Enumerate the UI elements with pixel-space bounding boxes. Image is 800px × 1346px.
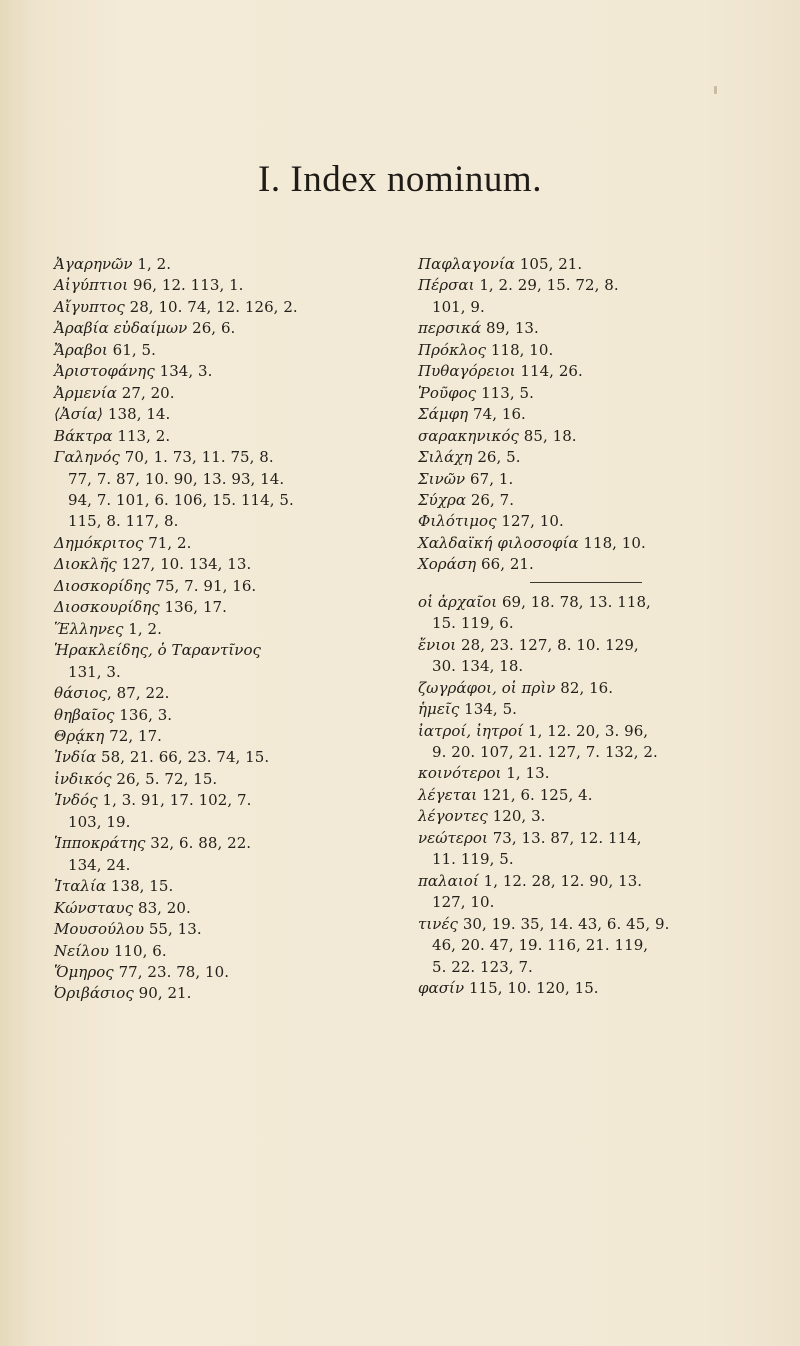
index-term: φασίν	[418, 978, 465, 997]
index-references: 113, 5.	[476, 383, 534, 402]
index-references: 1, 13.	[501, 764, 550, 783]
index-references: 46, 20. 47, 19. 116, 21. 119,	[432, 936, 649, 955]
index-entry	[418, 978, 766, 999]
index-references: 74, 16.	[468, 405, 526, 424]
index-term: θηβαῖος	[54, 705, 115, 724]
index-entry	[54, 404, 384, 425]
index-term: ἰνδικός	[54, 769, 112, 788]
index-references: 134, 24.	[68, 855, 131, 874]
index-references: 1, 12. 28, 12. 90, 13.	[478, 871, 643, 890]
index-references: 1, 12. 20, 3. 96,	[523, 721, 649, 740]
index-references: 110, 6.	[109, 941, 167, 960]
index-entry	[418, 785, 766, 806]
index-term: Σύχρα	[418, 490, 467, 509]
index-references: 75, 7. 91, 16.	[150, 576, 257, 595]
index-term: Βάκτρα	[54, 426, 113, 445]
index-term: Διοσκουρίδης	[54, 598, 160, 617]
index-references: 9. 20. 107, 21. 127, 7. 132, 2.	[432, 742, 658, 761]
index-references: 82, 16.	[555, 678, 614, 697]
index-entry-continuation	[418, 849, 766, 870]
index-references: 114, 26.	[515, 362, 583, 381]
index-entry-continuation	[54, 469, 384, 490]
index-term: κοινότεροι	[418, 764, 502, 783]
index-references: 127, 10.	[432, 893, 495, 912]
index-entry	[418, 383, 766, 404]
index-entry	[54, 619, 384, 640]
index-term: τινές	[418, 914, 458, 933]
index-term: οἱ ἀρχαῖοι	[418, 592, 498, 611]
index-references: 96, 12. 113, 1.	[128, 276, 244, 295]
index-term: παλαιοί	[418, 871, 479, 890]
index-references: 30. 134, 18.	[432, 657, 524, 676]
index-references: 32, 6. 88, 22.	[145, 834, 252, 853]
index-references: 1, 2.	[132, 255, 172, 273]
index-term: Ἀγαρηνῶν	[54, 255, 133, 273]
index-entry	[418, 361, 766, 382]
section-divider	[530, 582, 642, 583]
index-references: 127, 10. 134, 13.	[116, 555, 252, 574]
index-entry	[418, 426, 766, 447]
index-references: 26, 5. 72, 15.	[111, 769, 218, 788]
index-term: Ἰνδία	[54, 748, 97, 767]
index-term: Αἰγύπτιοι	[54, 276, 129, 295]
index-entry	[54, 983, 384, 1004]
index-term: Αἴγυπτος	[54, 297, 125, 316]
index-references: 134, 3.	[154, 362, 213, 381]
index-entry	[418, 404, 766, 425]
index-references: 138, 15.	[106, 877, 174, 896]
index-entry	[54, 597, 384, 618]
index-references: 28, 23. 127, 8. 10. 129,	[456, 635, 639, 654]
index-entry-continuation	[54, 511, 384, 532]
index-references: 1, 3. 91, 17. 102, 7.	[97, 791, 252, 810]
index-references: 55, 13.	[144, 920, 202, 939]
index-entry	[54, 919, 384, 940]
index-term: ἰατροί, ἰητροί	[418, 721, 524, 740]
index-entry	[418, 511, 766, 532]
index-entry	[54, 898, 384, 919]
index-entry	[54, 640, 384, 661]
index-term: Ἱπποκράτης	[54, 834, 146, 853]
index-entry	[418, 533, 766, 554]
index-term: Χοράση	[418, 555, 477, 574]
index-references: 26, 7.	[466, 490, 515, 509]
index-term: ἔνιοι	[418, 635, 457, 654]
index-term: Ἀρμενία	[54, 383, 117, 402]
index-entry	[418, 763, 766, 784]
index-references: 115, 8. 117, 8.	[68, 512, 179, 531]
index-term: Ἰνδός	[54, 791, 98, 810]
index-entry	[418, 828, 766, 849]
index-references: 70, 1. 73, 11. 75, 8.	[119, 448, 274, 467]
index-entry	[54, 340, 384, 361]
index-entry	[418, 340, 766, 361]
index-entry	[54, 790, 384, 811]
index-entry-continuation	[418, 656, 766, 677]
index-term: θάσιος	[54, 684, 108, 703]
index-references: 94, 7. 101, 6. 106, 15. 114, 5.	[68, 490, 294, 509]
index-entry	[54, 769, 384, 790]
index-references: 118, 10.	[486, 340, 554, 359]
index-entry	[418, 447, 766, 468]
index-entry	[54, 705, 384, 726]
index-references: 138, 14.	[103, 405, 171, 424]
index-references: 72, 17.	[104, 726, 162, 745]
index-term: Γαληνός	[54, 448, 120, 467]
index-references: 26, 5.	[472, 448, 521, 467]
index-term: Διοσκορίδης	[54, 576, 151, 595]
index-references: 136, 3.	[114, 705, 173, 724]
index-column-left	[54, 254, 384, 1005]
index-term: Μουσούλου	[54, 920, 145, 939]
index-entry	[54, 447, 384, 468]
index-column-right	[418, 254, 766, 999]
index-references: 77, 23. 78, 10.	[113, 962, 230, 981]
index-entry	[418, 490, 766, 511]
index-entry	[54, 683, 384, 704]
index-entry	[54, 383, 384, 404]
index-references: 61, 5.	[107, 340, 156, 359]
index-references: 73, 13. 87, 12. 114,	[487, 828, 642, 847]
index-entry	[418, 806, 766, 827]
index-references: 1, 2. 29, 15. 72, 8.	[474, 276, 619, 295]
ink-speck	[714, 86, 717, 94]
index-entry	[54, 576, 384, 597]
index-entry	[54, 747, 384, 768]
index-references: 127, 10.	[496, 512, 564, 531]
index-term: Θρᾴκη	[54, 726, 105, 745]
index-term: Διοκλῆς	[54, 555, 117, 574]
index-entry	[54, 361, 384, 382]
index-entry-continuation	[418, 297, 766, 318]
index-references: 27, 20.	[116, 383, 175, 402]
index-term: ἡμεῖς	[418, 700, 460, 719]
index-term: νεώτεροι	[418, 828, 488, 847]
index-entry	[54, 726, 384, 747]
index-entry	[54, 426, 384, 447]
index-term: Ἀριστοφάνης	[54, 362, 155, 381]
index-entry-continuation	[418, 892, 766, 913]
index-entry-continuation	[54, 812, 384, 833]
index-entry	[54, 533, 384, 554]
index-entry-continuation	[54, 662, 384, 683]
index-term: Κώνσταυς	[54, 898, 134, 917]
index-term: Ἰταλία	[54, 877, 107, 896]
index-entry	[418, 635, 766, 656]
index-references: 69, 18. 78, 13. 118,	[497, 592, 651, 611]
index-entry	[418, 275, 766, 296]
index-references: 90, 21.	[133, 984, 192, 1003]
index-references: 1, 2.	[123, 619, 162, 638]
index-term: Πυθαγόρειοι	[418, 362, 516, 381]
index-entry-continuation	[418, 742, 766, 763]
index-term: Δημόκριτος	[54, 533, 144, 552]
index-references: 5. 22. 123, 7.	[432, 957, 533, 976]
index-entry	[418, 871, 766, 892]
index-term: Παφλαγονία	[418, 255, 515, 273]
index-references: 26, 6.	[187, 319, 236, 338]
index-term: λέγοντες	[418, 807, 488, 826]
index-references: 77, 7. 87, 10. 90, 13. 93, 14.	[68, 469, 285, 488]
index-references: 105, 21.	[514, 255, 583, 273]
index-references: 120, 3.	[487, 807, 546, 826]
index-entry-continuation	[418, 935, 766, 956]
index-references: 83, 20.	[133, 898, 191, 917]
index-references: 30, 19. 35, 14. 43, 6. 45, 9.	[458, 914, 670, 933]
index-term: Ὅμηρος	[54, 962, 114, 981]
index-entry	[418, 318, 766, 339]
index-references: 136, 17.	[159, 598, 227, 617]
index-term: Φιλότιμος	[418, 512, 497, 531]
index-term: περσικά	[418, 319, 482, 338]
index-references: 15. 119, 6.	[432, 614, 514, 633]
index-term: Χαλδαϊκή φιλοσοφία	[418, 533, 579, 552]
index-references: 103, 19.	[68, 812, 131, 831]
index-term: Σάμφη	[418, 405, 469, 424]
index-references: 71, 2.	[143, 533, 192, 552]
index-term: Ὀριβάσιος	[54, 984, 134, 1003]
index-term: Σιλάχη	[418, 448, 473, 467]
index-term: Ἀραβία εὐδαίμων	[54, 319, 188, 338]
index-term: σαρακηνικός	[418, 426, 519, 445]
index-term: Σινῶν	[418, 469, 466, 488]
index-references: 28, 10. 74, 12. 126, 2.	[124, 297, 298, 316]
index-entry	[54, 275, 384, 296]
index-references: 67, 1.	[465, 469, 514, 488]
index-entry	[54, 554, 384, 575]
index-term: Ἡρακλείδης, ὁ Ταραντῖνος	[54, 641, 261, 660]
index-entry	[54, 833, 384, 854]
index-term: λέγεται	[418, 785, 478, 804]
index-entry	[54, 941, 384, 962]
index-references: 85, 18.	[518, 426, 577, 445]
index-term: ⟨Ἀσία⟩	[54, 405, 104, 424]
index-term: Ἄραβοι	[54, 340, 108, 359]
index-entry	[418, 592, 766, 613]
index-references: 101, 9.	[432, 297, 485, 316]
index-references: , 87, 22.	[107, 684, 170, 703]
page-title: I. Index nominum.	[258, 159, 542, 200]
index-entry	[418, 254, 766, 275]
index-entry	[54, 297, 384, 318]
index-references: 118, 10.	[578, 533, 646, 552]
index-references: 113, 2.	[112, 426, 171, 445]
index-entry	[418, 678, 766, 699]
index-references: 131, 3.	[68, 662, 121, 681]
index-references: 58, 21. 66, 23. 74, 15.	[96, 748, 270, 767]
index-references: 89, 13.	[481, 319, 539, 338]
index-entry	[418, 721, 766, 742]
index-entry-continuation	[54, 855, 384, 876]
index-references: 134, 5.	[459, 700, 517, 719]
index-references: 115, 10. 120, 15.	[464, 978, 599, 997]
index-entry	[54, 876, 384, 897]
index-term: Νείλου	[54, 941, 110, 960]
index-entry-continuation	[54, 490, 384, 511]
index-term: Πέρσαι	[418, 276, 475, 295]
index-references: 121, 6. 125, 4.	[477, 785, 593, 804]
index-entry	[418, 469, 766, 490]
index-references: 11. 119, 5.	[432, 850, 514, 869]
index-entry	[54, 962, 384, 983]
index-entry	[54, 318, 384, 339]
index-term: ζωγράφοι, οἱ πρὶν	[418, 678, 556, 697]
index-entry	[418, 914, 766, 935]
index-entry-continuation	[418, 613, 766, 634]
index-term: Ἕλληνες	[54, 619, 124, 638]
index-references: 66, 21.	[476, 555, 534, 574]
index-entry	[54, 254, 384, 275]
index-entry	[418, 699, 766, 720]
index-term: Ῥοῦφος	[418, 383, 477, 402]
index-entry-continuation	[418, 957, 766, 978]
index-entry	[418, 554, 766, 575]
index-term: Πρόκλος	[418, 340, 487, 359]
